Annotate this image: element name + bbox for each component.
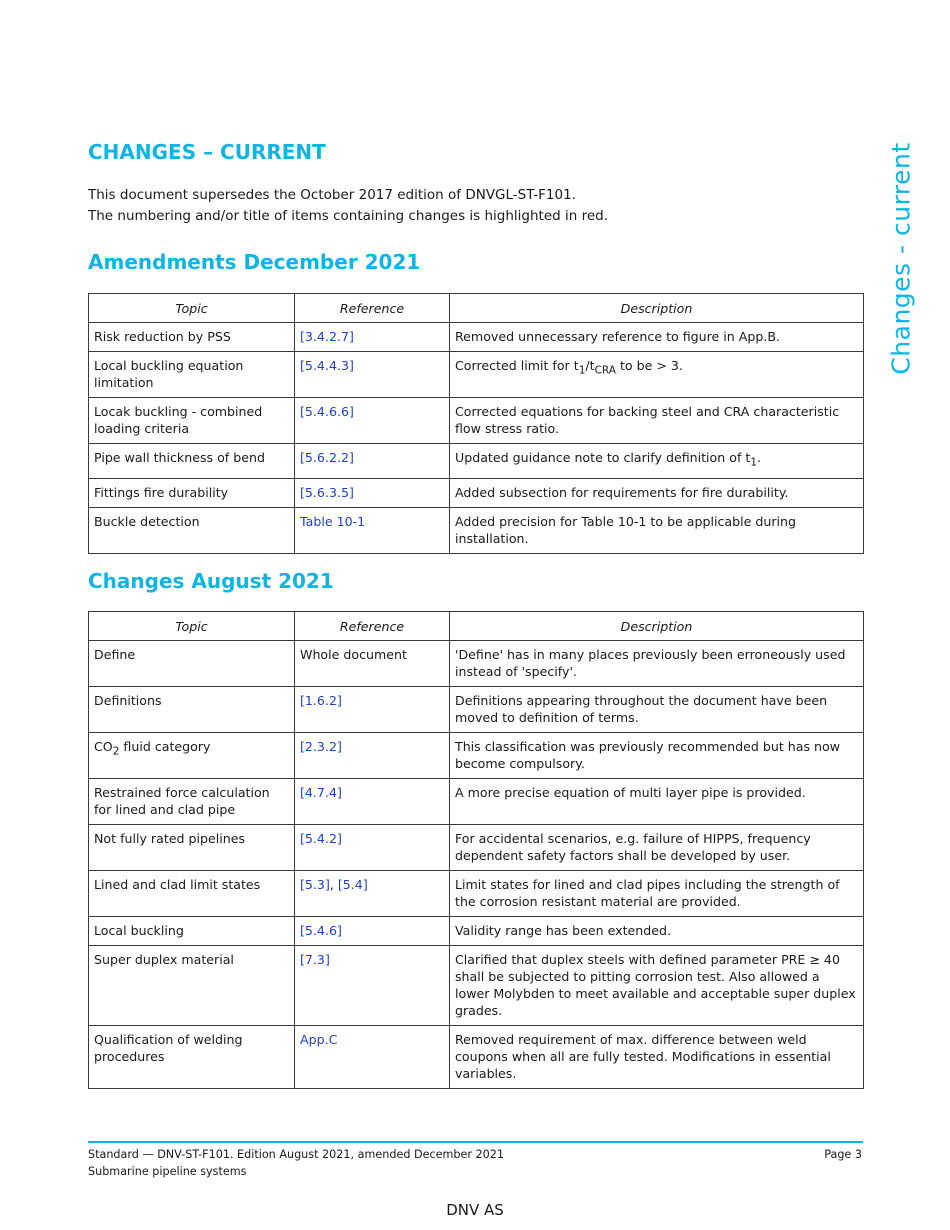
reference-link[interactable]: Table 10-1	[300, 513, 366, 529]
reference-link[interactable]: [5.3]	[300, 877, 330, 892]
row-reference: Whole document	[295, 641, 450, 687]
row-description: A more precise equation of multi layer pipe is provided.	[450, 779, 864, 825]
table-row	[89, 478, 864, 507]
changes-table	[88, 611, 864, 1089]
reference-link[interactable]: [5.4.6]	[300, 923, 342, 938]
reference-link[interactable]: [2.3.2]	[300, 739, 342, 754]
row-description: 'Define' has in many places previously been erroneously used instead of 'specify'.	[450, 641, 864, 687]
reference-link[interactable]: [3.4.2.7]	[300, 329, 354, 344]
row-topic: Not fully rated pipelines	[89, 825, 295, 871]
row-description: Corrected equations for backing steel and CRA characteristic flow stress ratio.	[450, 398, 864, 444]
row-topic: Pipe wall thickness of bend	[89, 444, 295, 479]
reference-link[interactable]: [5.6.3.5]	[300, 484, 354, 500]
row-description: Updated guidance note to clarify definition of $t_1$.	[450, 444, 864, 479]
table-row	[89, 398, 864, 444]
row-description: Removed unnecessary reference to figure in App.B.	[450, 323, 864, 352]
table-row	[89, 687, 864, 733]
reference-link[interactable]: App.C	[300, 1032, 338, 1047]
row-description: Added subsection for requirements for fire durability.	[450, 478, 864, 507]
table-row	[89, 444, 864, 479]
row-topic: Local buckling	[89, 917, 295, 946]
page-title: CHANGES – CURRENT	[88, 140, 326, 164]
row-description: Corrected limit for $t_1/t_{CRA}$ to be > 3.	[450, 352, 864, 398]
row-topic: Risk reduction by PSS	[89, 323, 295, 352]
reference-link[interactable]: [5.4.4.3]	[300, 358, 354, 373]
table-row	[89, 641, 864, 687]
amendments-heading: Amendments December 2021	[88, 250, 421, 274]
row-topic: $CO_2$ fluid category	[89, 733, 295, 779]
row-description: For accidental scenarios, e.g. failure of HIPPS, frequency dependent safety factors shall be developed by user.	[450, 825, 864, 871]
company-name: DNV AS	[446, 1201, 504, 1219]
side-title-text: Changes - current	[886, 141, 916, 375]
row-topic: Locak buckling - combined loading criteria	[89, 398, 295, 444]
reference-link[interactable]: [1.6.2]	[300, 693, 342, 708]
table-header-row	[89, 612, 864, 641]
row-description: Clarified that duplex steels with defined parameter PRE ≥ 40 shall be subjected to pitting corrosion test. Also allowed a lower Molybden to meet available and acceptable super duplex grades.	[450, 946, 864, 1026]
table-row	[89, 917, 864, 946]
header-description: Description	[450, 612, 864, 641]
reference-link[interactable]: [5.6.2.2]	[300, 450, 354, 465]
row-topic: Qualification of welding procedures	[89, 1026, 295, 1089]
reference-link[interactable]: [5.4.6.6]	[300, 404, 354, 419]
side-title	[880, 141, 922, 375]
header-topic: Topic	[89, 294, 295, 323]
table-row	[89, 733, 864, 779]
row-description: Validity range has been extended.	[450, 917, 864, 946]
table-row	[89, 352, 864, 398]
footer-subtitle: Submarine pipeline systems	[88, 1165, 247, 1178]
intro-line-2: The numbering and/or title of items containing changes is highlighted in red.	[88, 208, 609, 224]
row-description: This classification was previously recommended but has now become compulsory.	[450, 733, 864, 779]
row-topic: Definitions	[89, 687, 295, 733]
header-reference: Reference	[295, 612, 450, 641]
table-header-row	[89, 294, 864, 323]
intro-text	[88, 185, 608, 227]
footer-divider	[88, 1141, 863, 1143]
table-row	[89, 946, 864, 1026]
row-topic: Super duplex material	[89, 946, 295, 1026]
row-topic: Lined and clad limit states	[89, 871, 295, 917]
table-row	[89, 825, 864, 871]
page-number: Page 3	[824, 1148, 862, 1161]
row-topic: Restrained force calculation for lined and clad pipe	[89, 779, 295, 825]
table-row	[89, 1026, 864, 1089]
footer-standard: Standard — DNV-ST-F101. Edition August 2021, amended December 2021	[88, 1148, 505, 1161]
table-row	[89, 507, 864, 553]
row-description: Removed requirement of max. difference between weld coupons when all are fully tested. Modifications in essential variables.	[450, 1026, 864, 1089]
row-description: Definitions appearing throughout the document have been moved to definition of terms.	[450, 687, 864, 733]
reference-link[interactable]: [4.7.4]	[300, 785, 342, 800]
changes-heading: Changes August 2021	[88, 569, 334, 593]
table-row	[89, 779, 864, 825]
table-row	[89, 323, 864, 352]
reference-link[interactable]: [5.4]	[337, 877, 368, 892]
table-row: Lined and clad limit states [5.3], [5.4] Limit states for lined and clad pipes including the strength of the corrosion resistant material are provided.	[89, 871, 864, 917]
row-description: Limit states for lined and clad pipes including the strength of the corrosion resistant material are provided.	[450, 871, 864, 917]
amendments-table	[88, 293, 864, 554]
reference-link[interactable]: [7.3]	[300, 952, 330, 967]
header-topic: Topic	[89, 612, 295, 641]
header-description: Description	[450, 294, 864, 323]
footer-info	[88, 1146, 504, 1180]
reference-link[interactable]: [5.4.2]	[300, 831, 342, 846]
row-topic: Buckle detection	[89, 507, 295, 553]
row-topic: Local buckling equation limitation	[89, 352, 295, 398]
row-topic: Define	[89, 641, 295, 687]
row-description: Added precision for Table 10-1 to be applicable during installation.	[450, 507, 864, 553]
header-reference: Reference	[295, 294, 450, 323]
row-topic: Fittings fire durability	[89, 478, 295, 507]
intro-line-1: This document supersedes the October 2017 edition of DNVGL-ST-F101.	[88, 187, 576, 203]
